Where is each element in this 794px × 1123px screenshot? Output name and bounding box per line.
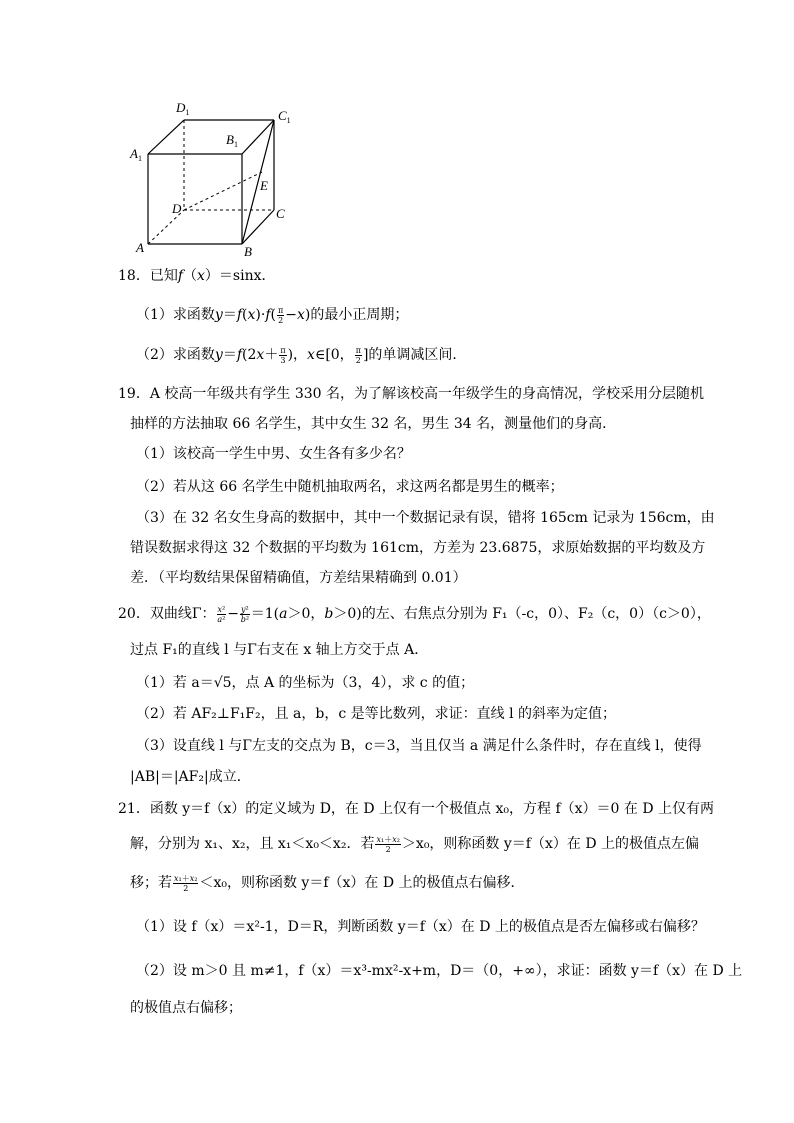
label-D1: $D_1$ [176, 100, 190, 117]
q21-part2: （2）设 m＞0 且 m≠1，f（x）＝x³-mx²-x+m，D＝（0，+∞），求证：函数 y＝f（x）在 D 上 [136, 963, 743, 979]
q18-stem: 18．已知f（x）＝sinx． [118, 268, 276, 284]
q19-part2: （2）若从这 66 名学生中随机抽取两名，求这两名都是男生的概率； [136, 479, 564, 495]
q19-line1: 19．A 校高一年级共有学生 330 名，为了解该校高一年级学生的身高情况，学校采用分层随机 [118, 386, 704, 402]
label-D: D [172, 201, 182, 216]
q19-line2: 抽样的方法抽取 66 名学生，其中女生 32 名，男生 34 名，测量他们的身高． [130, 416, 617, 432]
label-B: B [244, 244, 252, 259]
label-B1: $B_1$ [226, 132, 238, 149]
cube-figure [118, 92, 318, 260]
q19-part3: （3）在 32 名女生身高的数据中，其中一个数据记录有误，错将 165cm 记录为 156cm，由 [136, 510, 715, 526]
label-C: C [276, 206, 285, 221]
q21-part2-cont: 的极值点右偏移； [130, 1000, 242, 1016]
q20-part3-cont: |AB|＝|AF₂|成立． [130, 769, 251, 785]
q19-part3-cont2: 差．（平均数结果保留精确值，方差结果精确到 0.01） [130, 570, 467, 586]
q20-part2: （2）若 AF₂⊥F₁F₂，且 a，b，c 是等比数列，求证：直线 l 的斜率为定值； [136, 706, 617, 722]
q20-part3: （3）设直线 l 与Γ左支的交点为 B，c＝3，当且仅当 a 满足什么条件时，存在直线 l，使得 [136, 738, 702, 754]
q21-line1: 21．函数 y＝f（x）的定义域为 D，在 D 上仅有一个极值点 x₀，方程 f（x）＝0 在 D 上仅有两 [118, 801, 715, 817]
q20-line2: 过点 F₁的直线 l 与Γ右支在 x 轴上方交于点 A． [130, 642, 429, 658]
q21-line3: 移；若 $\frac{\text{x₁＋x₂}}{2}$ ＜x₀，则称函数 y＝f（x）在 D 上的极值点右偏移． [130, 873, 525, 893]
q21-part1: （1）设 f（x）＝x²-1，D＝R，判断函数 y＝f（x）在 D 上的极值点是否左偏移或右偏移？ [136, 919, 705, 935]
q20-part1: （1）若 a＝√5，点 A 的坐标为（3，4），求 c 的值； [136, 675, 475, 691]
q19-part1: （1）该校高一学生中男、女生各有多少名？ [136, 446, 411, 462]
label-C1: $C_1$ [278, 108, 291, 125]
q18-part1: （1）求函数y＝f(x)·f( $\frac{\pi}{2}$ −x)的最小正周期； [136, 305, 409, 325]
label-A: A [136, 240, 144, 255]
q19-part3-cont1: 错误数据求得这 32 个数据的平均数为 161cm，方差为 23.6875，求原始数据的平均数及方 [130, 540, 706, 556]
q18-part2: （2）求函数y＝f(2x＋ $\frac{\pi}{3}$ )，x∈[0， $\frac{\pi}{2}$ ]的单调减区间． [136, 345, 467, 365]
q21-line2: 解，分别为 x₁、x₂，且 x₁＜x₀＜x₂．若 $\frac{\text{x₁＋x₂}}{2}$ ＞x₀，则称函数 y＝f（x）在 D 上的极值点左偏 [130, 834, 699, 854]
label-E: E [260, 178, 268, 193]
q20-line1: 20．双曲线Γ： $\frac{\text{x²}}{\text{a²}}$ − $\frac{\text{y²}}{\text{b²}}$ ＝1(a＞0，b＞0)的左、右焦点分别为 F₁（-c，0）、F₂（c，0）（c＞0）， [118, 604, 711, 624]
label-A1: $A_1$ [130, 146, 142, 163]
